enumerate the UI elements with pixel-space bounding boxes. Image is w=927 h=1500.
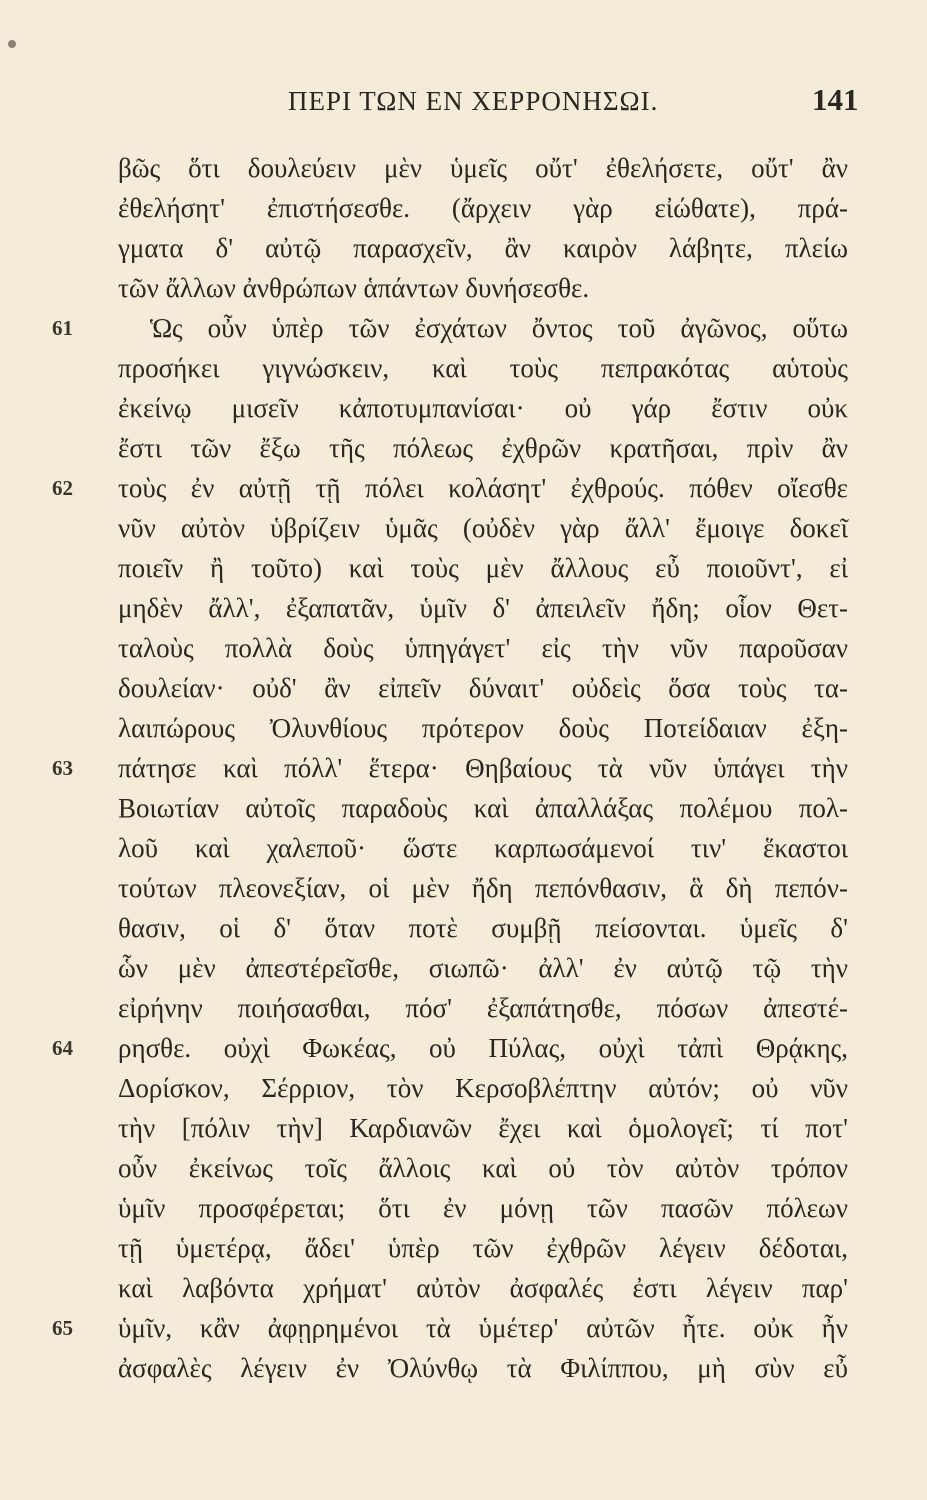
text-line: Ὡς οὖν ὑπὲρ τῶν ἐσχάτων ὄντος τοῦ ἀγῶνος, οὕτω [150, 313, 848, 343]
text-line: λοῦ καὶ χαλεποῦ· ὥστε καρπωσάμενοί τιν' ἕκαστοι [118, 833, 848, 863]
text-line: βῶς ὅτι δουλεύειν μὲν ὑμεῖς οὔτ' ἐθελήσετε, οὔτ' ἂν [118, 153, 848, 183]
section-number-62: 62 [52, 476, 73, 500]
running-title: ΠΕΡΙ ΤΩΝ ΕΝ ΧΕΡΡΟΝΗΣΩΙ. [288, 86, 659, 116]
section-number-61: 61 [52, 316, 73, 340]
section-number-65: 65 [52, 1316, 73, 1340]
text-line: τῇ ὑμετέρᾳ, ἄδει' ὑπὲρ τῶν ἐχθρῶν λέγειν δέδοται, [118, 1233, 848, 1263]
text-line: μηδὲν ἄλλ', ἐξαπατᾶν, ὑμῖν δ' ἀπειλεῖν ἤδη; οἷον Θετ- [118, 593, 848, 623]
text-line: ποιεῖν ἢ τοῦτο) καὶ τοὺς μὲν ἄλλους εὖ ποιοῦντ', εἰ [118, 553, 848, 583]
text-line: Βοιωτίαν αὐτοῖς παραδοὺς καὶ ἀπαλλάξας πολέμου πολ- [118, 793, 848, 823]
text-line: ὑμῖν, κἂν ἀφῃρημένοι τὰ ὑμέτερ' αὐτῶν ἦτε. οὐκ ἦν [118, 1313, 848, 1343]
text-line: γματα δ' αὐτῷ παρασχεῖν, ἂν καιρὸν λάβητε, πλείω [118, 233, 848, 263]
text-line: θασιν, οἱ δ' ὅταν ποτὲ συμβῇ πείσονται. ὑμεῖς δ' [118, 913, 848, 943]
page-number: 141 [812, 82, 859, 117]
text-line: οὖν ἐκείνως τοῖς ἄλλοις καὶ οὐ τὸν αὐτὸν τρόπον [118, 1153, 848, 1183]
text-line: ἀσφαλὲς λέγειν ἐν Ὀλύνθῳ τὰ Φιλίππου, μὴ σὺν εὖ [118, 1353, 848, 1383]
text-line: τοὺς ἐν αὐτῇ τῇ πόλει κολάσητ' ἐχθρούς. πόθεν οἴεσθε [118, 473, 848, 503]
text-line: τῶν ἄλλων ἀνθρώπων ἁπάντων δυνήσεσθε. [118, 273, 590, 303]
text-line: ἔστι τῶν ἔξω τῆς πόλεως ἐχθρῶν κρατῆσαι, πρὶν ἂν [118, 433, 848, 463]
text-line: δουλείαν· οὐδ' ἂν εἰπεῖν δύναιτ' οὐδεὶς ὅσα τοὺς τα- [118, 673, 848, 703]
text-line: τὴν [πόλιν τὴν] Καρδιανῶν ἔχει καὶ ὁμολογεῖ; τί ποτ' [118, 1113, 848, 1143]
text-line: Δορίσκον, Σέρριον, τὸν Κερσοβλέπτην αὐτόν; οὐ νῦν [118, 1073, 848, 1103]
text-line: λαιπώρους Ὀλυνθίους πρότερον δοὺς Ποτείδαιαν ἐξη- [118, 713, 848, 743]
text-line: ὧν μὲν ἀπεστέρεῖσθε, σιωπῶ· ἀλλ' ἐν αὐτῷ τῷ τὴν [118, 953, 848, 983]
text-line: καὶ λαβόντα χρήματ' αὐτὸν ἀσφαλές ἐστι λέγειν παρ' [118, 1273, 848, 1303]
text-line: πάτησε καὶ πόλλ' ἕτερα· Θηβαίους τὰ νῦν ὑπάγει τὴν [118, 753, 848, 783]
text-line: ρησθε. οὐχὶ Φωκέας, οὐ Πύλας, οὐχὶ τἀπὶ Θρᾴκης, [118, 1033, 848, 1063]
section-number-64: 64 [52, 1036, 73, 1060]
text-line: ὑμῖν προσφέρεται; ὅτι ἐν μόνῃ τῶν πασῶν πόλεων [118, 1193, 848, 1223]
text-line: ταλοὺς πολλὰ δοὺς ὑπηγάγετ' εἰς τὴν νῦν παροῦσαν [118, 633, 848, 663]
text-line: τούτων πλεονεξίαν, οἱ μὲν ἤδη πεπόνθασιν, ἃ δὴ πεπόν- [118, 873, 848, 903]
text-line: εἰρήνην ποιήσασθαι, πόσ' ἐξαπάτησθε, πόσων ἀπεστέ- [118, 993, 848, 1023]
text-line: προσήκει γιγνώσκειν, καὶ τοὺς πεπρακότας αὑτοὺς [118, 353, 848, 383]
text-line: ἐθελήσητ' ἐπιστήσεσθε. (ἄρχειν γὰρ εἰώθατε), πρά- [118, 193, 848, 223]
text-line: νῦν αὐτὸν ὑβρίζειν ὑμᾶς (οὐδὲν γὰρ ἄλλ' ἔμοιγε δοκεῖ [118, 513, 848, 543]
section-number-63: 63 [52, 756, 73, 780]
text-line: ἐκείνῳ μισεῖν κἀποτυμπανίσαι· οὐ γάρ ἔστιν οὐκ [118, 393, 848, 423]
